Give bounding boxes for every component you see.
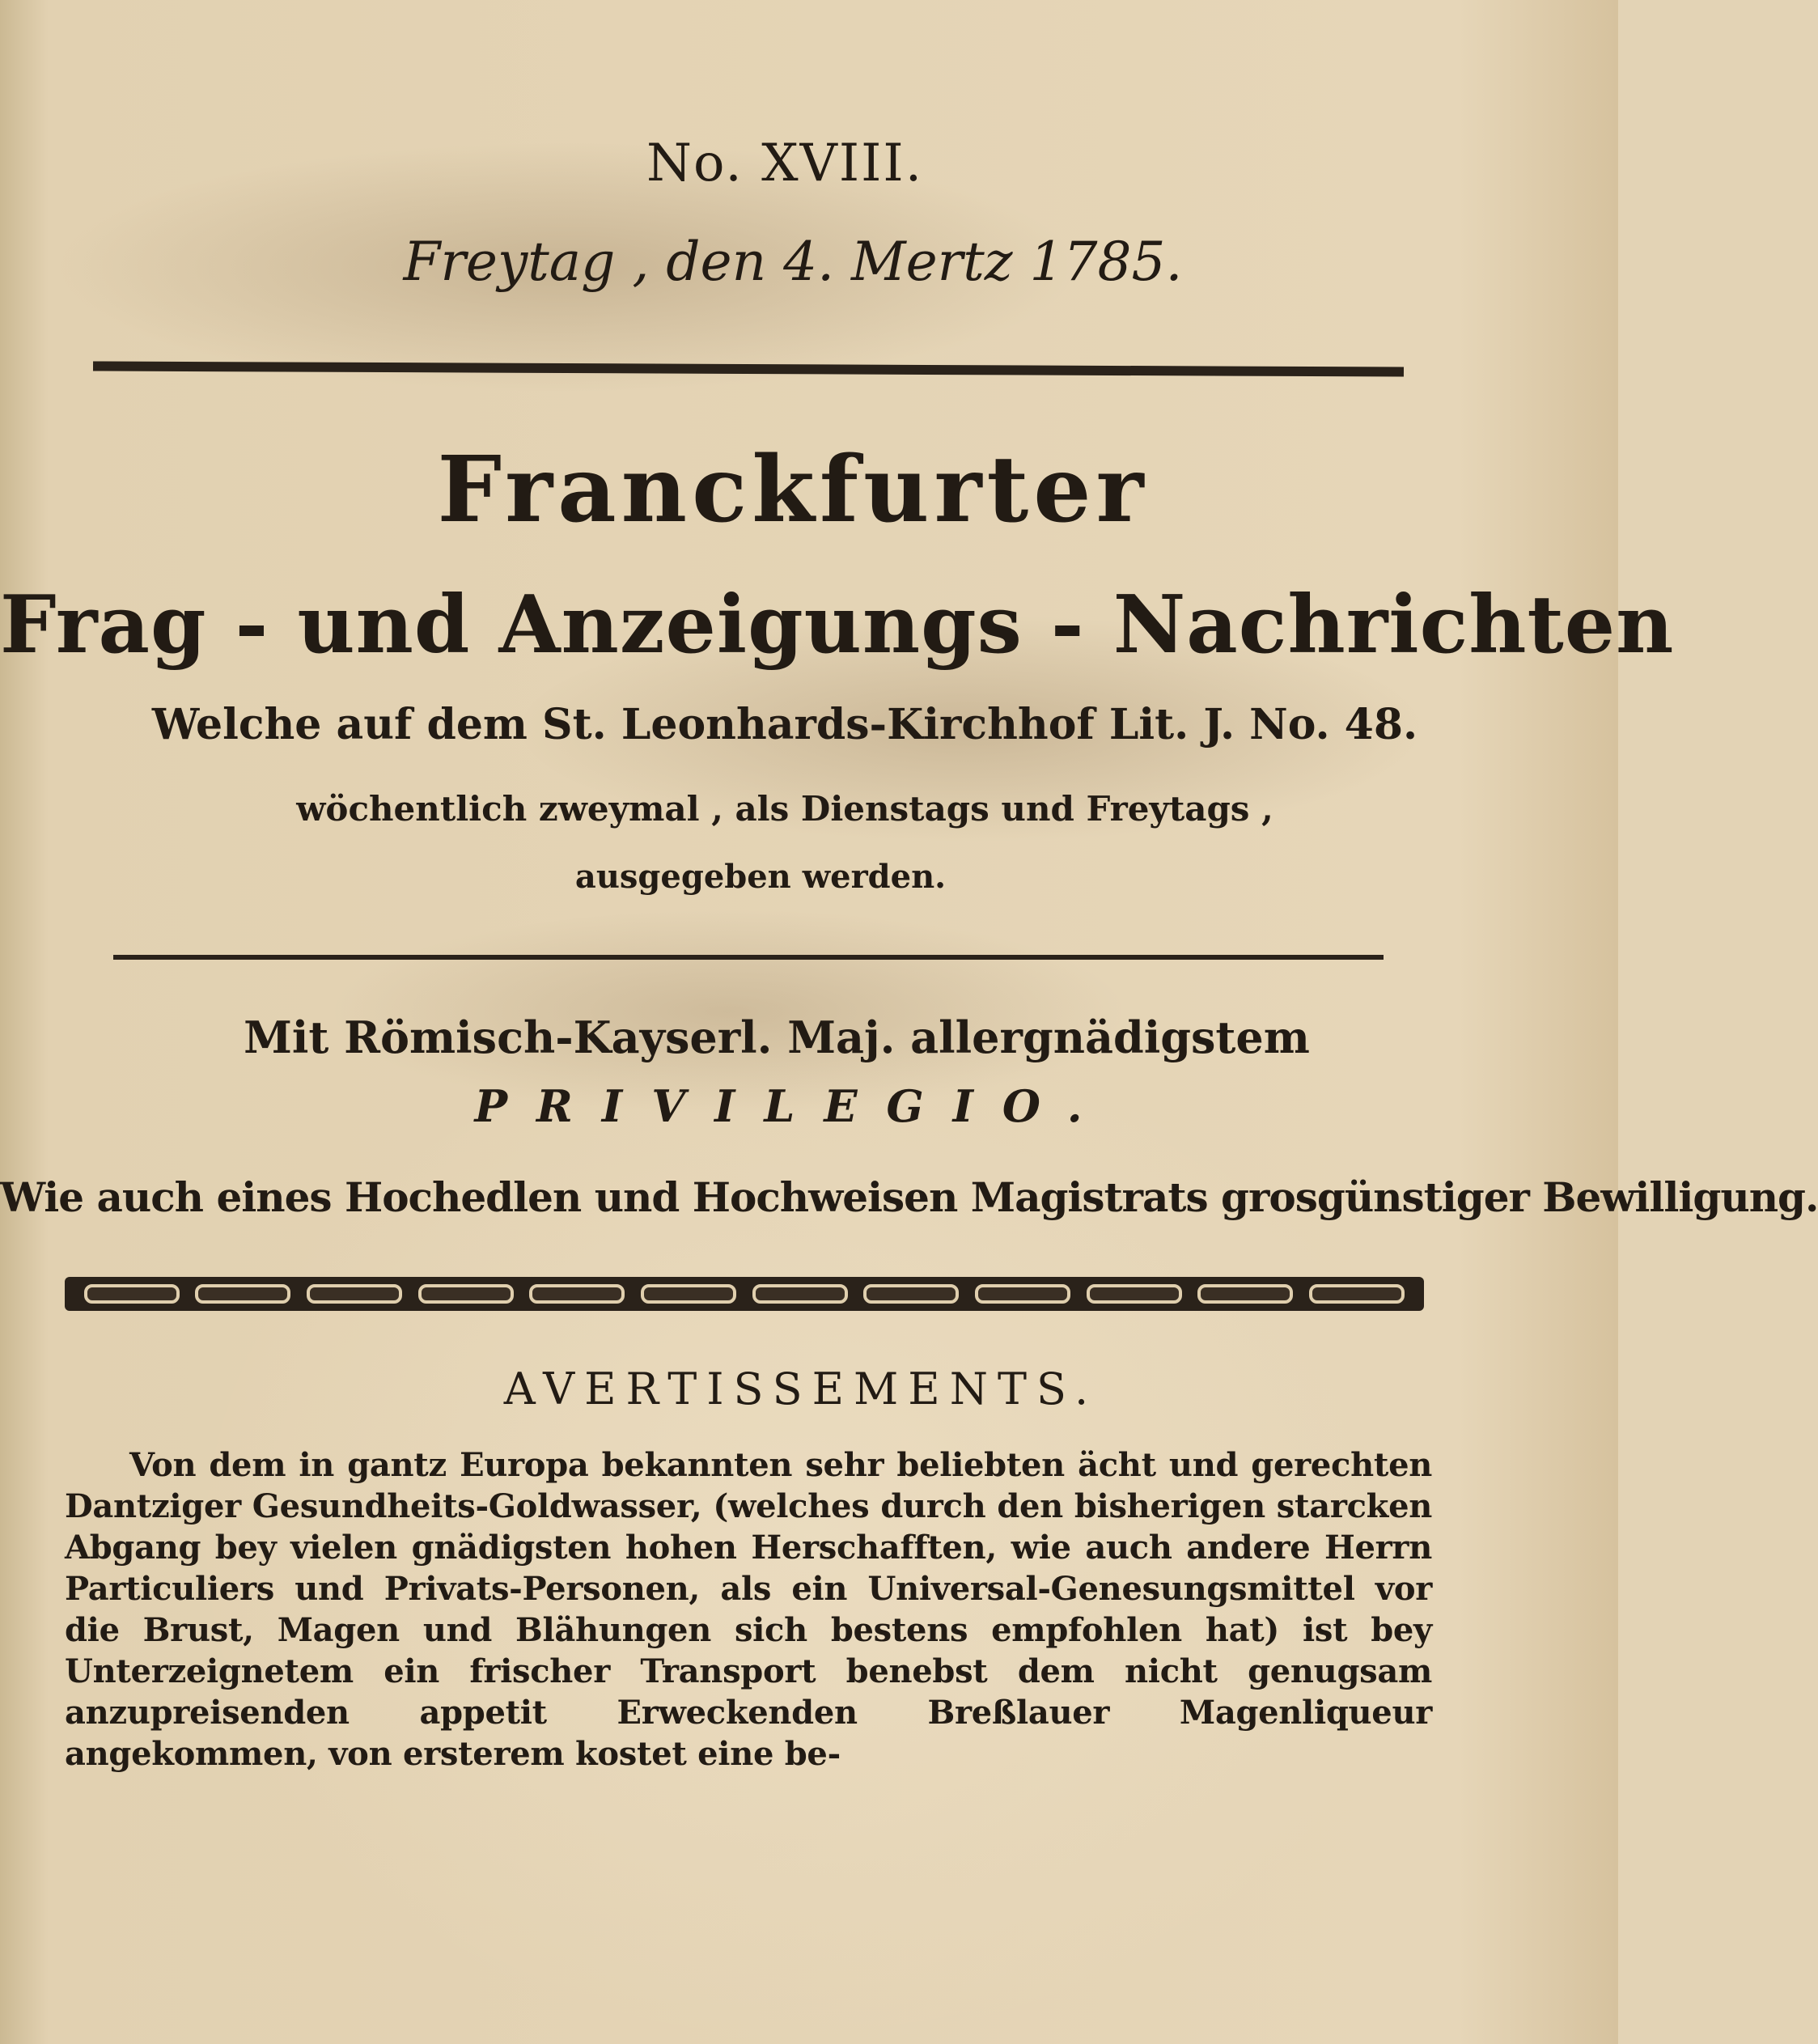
issue-date: Freytag , den 4. Mertz 1785. — [403, 231, 1183, 293]
section-heading: AVERTISSEMENTS. — [503, 1363, 1099, 1414]
ornament-link — [195, 1284, 290, 1304]
privilegio-word: PRIVILEGIO. — [474, 1080, 1112, 1132]
publisher-address: Welche auf dem St. Leonhards-Kirchhof Lit. J. No. 48. — [151, 700, 1418, 749]
ornament-link — [752, 1284, 848, 1304]
ornamental-border — [65, 1277, 1424, 1311]
masthead-title: Franckfurter — [437, 437, 1149, 543]
top-divider-rule — [93, 361, 1404, 376]
masthead-subtitle: Frag - und Anzeigungs - Nachrichten — [0, 579, 1675, 672]
ornament-link — [307, 1284, 402, 1304]
ornament-link — [1197, 1284, 1293, 1304]
publication-schedule: wöchentlich zweymal , als Dienstags und Freytags , — [296, 789, 1273, 829]
ornament-link — [84, 1284, 180, 1304]
publication-issued-note: ausgegeben werden. — [574, 858, 947, 896]
ornament-link — [418, 1284, 514, 1304]
privilege-line: Mit Römisch-Kayserl. Maj. allergnädigstem — [244, 1011, 1310, 1063]
ornament-link — [1087, 1284, 1182, 1304]
ornament-link — [641, 1284, 736, 1304]
ornament-link — [1309, 1284, 1405, 1304]
ornament-link — [863, 1284, 959, 1304]
ornament-link — [975, 1284, 1070, 1304]
middle-divider-rule — [113, 955, 1384, 960]
issue-number: No. XVIII. — [646, 134, 924, 193]
advertisement-body: Von dem in gantz Europa bekannten sehr beliebten ächt und gerechten Dantziger Gesundheits-Goldwasser, (welches durch den bisherigen starcken Abgang bey vielen gnädigsten hohen Herschafften, wie auch andere Herrn Particuliers und Privats-Personen, als ein Universal-Genesungsmittel vor die Brust, Magen und Blähungen sich bestens empfohlen hat) ist bey Unterzeignetem ein frischer Transport benebst dem nicht genugsam anzupreisenden appetit Erweckenden Breßlauer Magenliqueur angekommen, von ersterem kostet eine be- — [65, 1446, 1432, 1773]
ornament-link — [529, 1284, 625, 1304]
magistrate-permission: Wie auch eines Hochedlen und Hochweisen Magistrats grosgünstiger Bewilligung. — [0, 1173, 1818, 1221]
